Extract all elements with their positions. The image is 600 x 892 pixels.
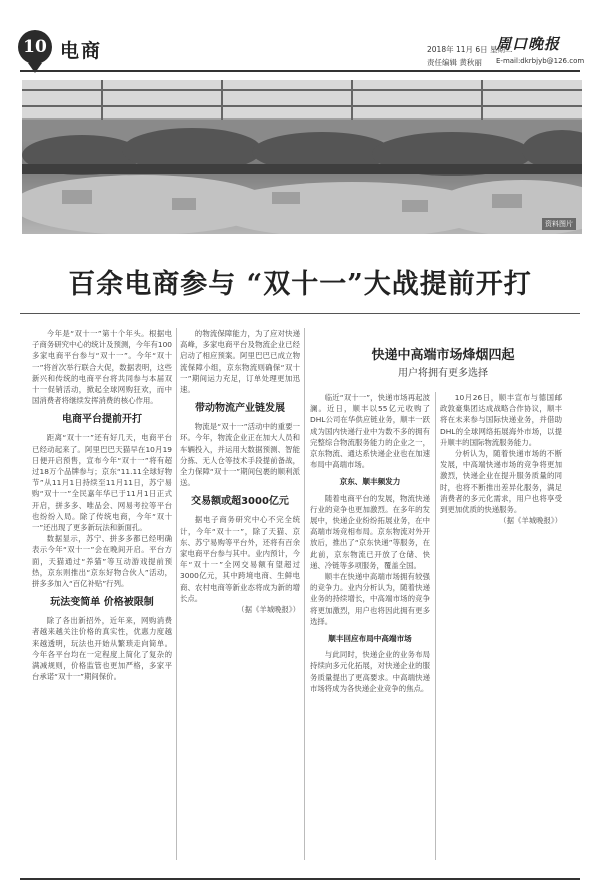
page-number-badge: 10: [18, 30, 52, 64]
subheading-platforms: 电商平台提前开打: [62, 414, 142, 426]
editor-credit: 责任编辑 黄秋丽: [427, 58, 482, 67]
subheading-logistics: 带动物流产业链发展: [195, 403, 285, 415]
subheading-jd-sf: 京东、顺丰频发力: [339, 477, 401, 487]
bottom-divider: [20, 878, 580, 880]
side-headline: 快递中高端市场烽烟四起: [371, 348, 515, 363]
side-subheadline: 用户将拥有更多选择: [398, 368, 488, 379]
contact-email: E-mail:dkrbjyb@126.com: [496, 57, 585, 65]
article-paragraph: 距离“双十一”还有好几天，电商平台已经动起来了。阿里巴巴天猫早在10月19日便开启预售，宣布今年“双十一”将有超过18万个品牌参与；京东“11.11全球好物节”从11月1日持续至11月11日，苏宁易购“双十一”全民嘉年华已于11月1日正式开启，拼多多、唯品会、网易考拉等平台也纷纷入局。除了传统电商，今年“双十一”还出现了更多新玩法和新面孔。: [32, 433, 172, 533]
middle-article-column: [180, 328, 300, 860]
left-article-column: [32, 328, 172, 860]
subheading-sf-response: 顺丰回应布局中高端市场: [328, 634, 412, 644]
masthead: [0, 0, 600, 72]
issue-date: 2018年 11月 6日 星期二: [427, 45, 513, 54]
article-paragraph: 分析认为，随着快递市场的不断发展，中高端快递市场的竞争将更加激烈，快递企业在提升服务质量的同时，也将不断推出差异化服务，满足消费者的多元化需求，用户也将享受到更加优质的快递服务。: [440, 449, 562, 515]
warehouse-illustration: [22, 80, 582, 234]
warehouse-photo: [22, 80, 582, 234]
source-citation: （据《羊城晚报》）: [237, 605, 300, 615]
subheading-price-limit: 玩法变简单 价格被限制: [50, 597, 154, 609]
article-paragraph: 临近“双十一”，快递市场再起波澜。近日，顺丰以55亿元收购了DHL公司在华供应链业务，顺丰一跃成为国内快递行业中为数不多的拥有完整综合物流服务能力的企业之一，京东物流、通达系快递企业也在加速布局中高端市场。: [310, 393, 430, 470]
right-article-column-1: [310, 392, 430, 860]
column-divider: [176, 328, 177, 860]
article-intro: 今年是“双十一”第十个年头。根据电子商务研究中心的统计及预测，今年有100多家电商平台参与“双十一”。今年“双十一”将首次举行联合大促，数据表明，这些新兴和传统的电商平台将共同参与本届双十一促销活动，掀起全球网购狂欢，而中国消费者将继续发挥消费的核心作用。: [32, 329, 172, 406]
source-citation: （据《羊城晚报》）: [499, 516, 562, 526]
photo-credit: 资料图片: [542, 218, 576, 230]
article-paragraph: 10月26日，顺丰宣布与德国邮政敦豪集团达成战略合作协议，顺丰将在未来参与国际快递业务，并借助DHL的全球网络拓展海外市场，以提升顺丰的国际物流服务能力。: [440, 393, 562, 447]
headline-divider: [20, 313, 580, 314]
article-paragraph: 除了各出新招外，近年来，网购消费者越来越关注价格的真实性，优惠力度越来越透明，玩法也开始从繁琐走向简单。今年各平台均在一定程度上简化了复杂的满减规则，价格监管也更加严格，多家平台承诺“双十一”期间保价。: [32, 616, 172, 682]
main-headline: 百余电商参与 “双十一”大战提前开打: [68, 269, 532, 300]
newspaper-logo: 周口晚报: [496, 35, 561, 53]
column-divider: [435, 392, 436, 860]
section-title: 电商: [60, 40, 103, 62]
top-divider: [20, 70, 580, 72]
article-paragraph: 物流是“双十一”活动中的重要一环。今年，物流企业正在加大人员和车辆投入，并运用大数据预测、智能分拣、无人仓等技术手段提前备战，全力保障“双十一”期间包裹的顺利派送。: [180, 422, 300, 488]
article-paragraph: 与此同时，快递企业的业务布局持续向多元化拓展，对快递企业的服务质量提出了更高要求。中高端快递市场将成为各快递企业竞争的焦点。: [310, 650, 430, 693]
article-paragraph: 据电子商务研究中心不完全统计，今年“双十一”，除了天猫、京东、苏宁易购等平台外，还将有百余家电商平台参与其中。业内预计，今年“双十一”全网交易额有望超过3000亿元，其中跨境电商、生鲜电商、农村电商等新业态将成为新的增长点。: [180, 515, 300, 603]
article-paragraph: 数据显示，苏宁、拼多多都已经明确表示今年“双十一”会在晚间开启。平台方面，天猫通过“养猫”等互动游戏提前预热，京东则推出“京东好物合伙人”活动，拼多多加入“百亿补贴”行列。: [32, 534, 172, 589]
article-paragraph: 顺丰在快递中高端市场拥有较强的竞争力。业内分析认为，随着快递业务的持续增长，中高端市场的竞争将更加激烈，用户也将因此拥有更多选择。: [310, 572, 430, 626]
article-paragraph: 随着电商平台的发展，物流快递行业的竞争也更加激烈。在多年的发展中，快递企业纷纷拓展业务，在中高端市场竞相布局。京东物流对外开放后，推出了“京东快递”等服务，在此前，京东物流已开放了仓储、快递、冷链等多项服务，覆盖全国。: [310, 493, 430, 570]
column-divider: [304, 328, 305, 860]
right-article-column-2: [440, 392, 562, 860]
subheading-volume: 交易额或超3000亿元: [191, 496, 289, 508]
article-paragraph: 的物流保障能力，为了应对快递高峰，多家电商平台及物流企业已经启动了相应预案。阿里巴巴已成立物流保障小组，京东物流则确保“双十一”期间运力充足，订单处理更加迅速。: [180, 329, 300, 395]
